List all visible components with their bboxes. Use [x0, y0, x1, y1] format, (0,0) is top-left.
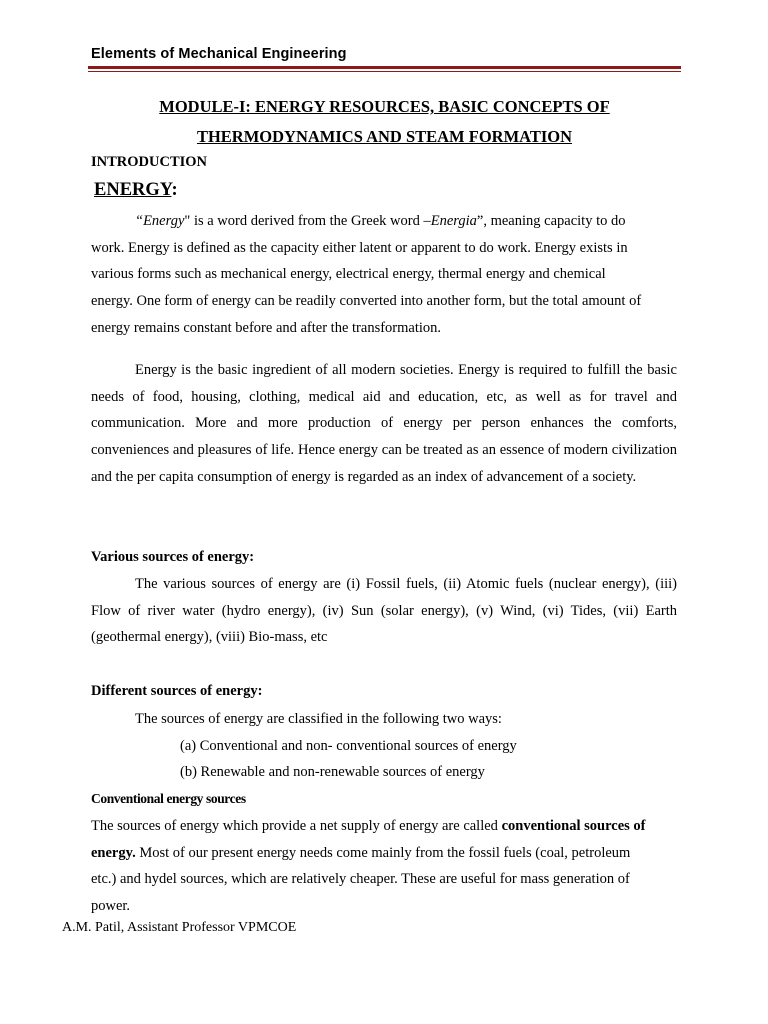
energy-heading-colon: : [171, 180, 178, 200]
energy-heading-word: ENERGY [94, 180, 172, 200]
conventional-bold-2: energy. [91, 844, 136, 861]
different-sources-intro [91, 706, 677, 733]
conventional-text-before: The sources of energy which provide a net supply of energy are called [91, 818, 502, 834]
different-sources-paragraph [91, 706, 677, 786]
various-sources-paragraph [91, 571, 677, 651]
para1-line-1 [91, 208, 677, 235]
various-sources-text: The various sources of energy are (i) Fossil fuels, (ii) Atomic fuels (nuclear energy), (iii) Flow of river water (hydro energy), (iv) Sun (solar energy), (v) Wind, (vi) Tides, (vii) Earth (geothermal energy), (viii) Bio-mass, etc [91, 576, 677, 646]
list-item: (b) Renewable and non-renewable sources of energy [180, 764, 485, 781]
energy-definition-paragraph [91, 208, 677, 342]
conventional-line-1 [91, 813, 677, 840]
module-title-line-2: THERMODYNAMICS AND STEAM FORMATION [196, 127, 573, 146]
module-title [88, 92, 681, 152]
para1-line-3: various forms such as mechanical energy, electrical energy, thermal energy and chemical [91, 266, 606, 283]
conventional-bold-1: conventional sources of [501, 818, 646, 834]
para1-text-2: ”, meaning capacity to do [476, 213, 626, 229]
list-item: (a) Conventional and non- conventional sources of energy [180, 737, 517, 754]
para2-text: Energy is the basic ingredient of all modern societies. Energy is required to fulfill the basic needs of food, housing, clothing, medical aid and education, etc, as well as for travel and communication. More and more production of energy per person enhances the comforts, conveniences and pleasures of life. Hence energy can be treated as an essence of modern civilization and the per capita consumption of energy is regarded as an index of advancement of a society. [91, 362, 677, 485]
para1-line-2: work. Energy is defined as the capacity either latent or apparent to do work. Energy exists in [91, 239, 628, 256]
different-sources-text: The sources of energy are classified in the following two ways: [135, 711, 502, 727]
para1-quote-energia: Energia [430, 213, 477, 229]
page-footer-author: A.M. Patil, Assistant Professor VPMCOE [62, 920, 297, 935]
module-title-line-1: MODULE-I: ENERGY RESOURCES, BASIC CONCEPTS OF [159, 97, 610, 116]
energy-importance-paragraph [91, 357, 677, 491]
conventional-line-3: etc.) and hydel sources, which are relatively cheaper. These are useful for mass generation of [91, 871, 630, 888]
conventional-text-after: Most of our present energy needs come mainly from the fossil fuels (coal, petroleum [135, 844, 631, 861]
conventional-sources-paragraph [91, 813, 677, 920]
header-rule-thin [88, 71, 681, 72]
para1-line-5: energy remains constant before and after the transformation. [91, 319, 442, 336]
energy-heading [94, 180, 178, 201]
para1-text-1: is a word derived from the Greek word – [190, 213, 431, 229]
different-sources-heading: Different sources of energy: [91, 683, 263, 699]
introduction-heading: INTRODUCTION [91, 154, 208, 170]
conventional-line-4: power. [91, 898, 131, 915]
various-sources-heading: Various sources of energy: [91, 549, 255, 565]
header-rule-thick [88, 66, 681, 69]
para1-quote-energy: “Energy [135, 213, 185, 229]
running-header: Elements of Mechanical Engineering [91, 46, 347, 62]
conventional-sources-heading: Conventional energy sources [91, 791, 246, 806]
conventional-line-2 [91, 840, 677, 867]
para1-line-4: energy. One form of energy can be readily converted into another form, but the total amount of [91, 293, 642, 310]
para1-quote-mark: " [184, 213, 191, 229]
